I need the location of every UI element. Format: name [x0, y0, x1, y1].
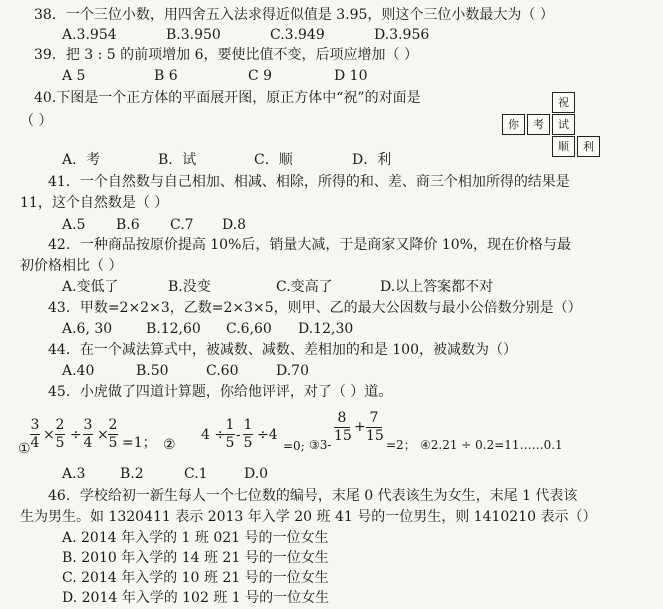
calc4-expression: ④2.21 ÷ 0.2=11……0.1	[420, 438, 563, 452]
calc2-lead: 4 ÷	[201, 427, 227, 443]
net-cell-li: 利	[577, 136, 600, 157]
q45-option-d: D.0	[244, 466, 269, 482]
q42-stem-line1: 42．一种商品按原价提高 10%后，销量大减，于是商家又降价 10%，现在价格与最	[48, 237, 571, 253]
q39-option-b: B 6	[154, 68, 178, 84]
q41-stem-line2: 11，这个自然数是（ ）	[20, 195, 169, 211]
calc2-tail: ÷4	[257, 427, 278, 443]
q45-options	[62, 465, 268, 483]
q44-options	[62, 362, 309, 380]
cube-net-figure	[502, 92, 602, 156]
calc2-frac1: 1 5	[225, 417, 235, 451]
calc1-result: =1；	[122, 435, 157, 451]
q45-option-b: B.2	[120, 466, 144, 482]
q44-option-d: D.70	[276, 363, 309, 379]
q41-stem-line1: 41．一个自然数与自己相加、相减、相除，所得的和、差、商三个相加所得的结果是	[48, 174, 570, 190]
q42-option-d: D.以上答案都不对	[380, 279, 494, 295]
q43-stem: 43．甲数=2×2×3，乙数=2×3×5，则甲、乙的最大公因数与最小公倍数分别是（）	[48, 300, 582, 316]
q43-option-b: B.12,60	[146, 321, 201, 337]
calc2-marker: ②	[163, 437, 176, 453]
calc1-op3: ×	[97, 427, 109, 443]
q43-option-c: C.6,60	[226, 321, 272, 337]
q42-option-c: C.变高了	[276, 279, 333, 295]
calc3-marker: ③3-	[309, 438, 332, 452]
q42-options	[62, 278, 493, 296]
q39-option-a: A 5	[62, 68, 86, 84]
q42-option-b: B.没变	[168, 279, 211, 295]
q38-options	[62, 26, 429, 44]
calc2-op1: -	[236, 427, 241, 443]
calc1-marker: ①	[18, 441, 31, 457]
q40-answer-paren: （ ）	[20, 113, 53, 129]
calc3-result: =2；	[386, 438, 416, 452]
calc1-frac4: 2 5	[108, 417, 118, 451]
net-cell-kao: 考	[527, 114, 550, 135]
calc3-frac2: 7 15	[366, 410, 384, 444]
q40-option-c: C．顺	[254, 152, 293, 168]
q41-options	[62, 216, 246, 234]
q46-stem-line1: 46．学校给初一新生每人一个七位数的编号，末尾 0 代表该生为女生，末尾 1 代表该	[48, 488, 578, 504]
net-cell-zhu: 祝	[552, 92, 575, 113]
q41-option-d: D.8	[222, 217, 247, 233]
q46-option-c: C. 2014 年入学的 10 班 21 号的一位女生	[62, 570, 329, 586]
q46-option-b: B. 2010 年入学的 14 班 21 号的一位女生	[62, 550, 329, 566]
q41-option-c: C.7	[170, 217, 194, 233]
calc2-result: =0;	[283, 439, 305, 453]
calc1-op1: ×	[43, 427, 55, 443]
q38-option-a: A.3.954	[62, 27, 117, 43]
q39-option-d: D 10	[334, 68, 368, 84]
q41-option-a: A.5	[62, 217, 86, 233]
calc1-frac2: 2 5	[55, 417, 65, 451]
q40-options	[62, 151, 391, 169]
q44-option-b: B.50	[136, 363, 169, 379]
q40-option-a: A．考	[62, 152, 101, 168]
q42-stem-line2: 初价格相比（ ）	[20, 258, 123, 274]
q43-option-a: A.6, 30	[62, 321, 113, 337]
net-cell-shi: 试	[552, 114, 575, 135]
net-cell-shun: 顺	[552, 136, 575, 157]
q44-option-c: C.60	[206, 363, 239, 379]
q38-option-b: B.3.950	[166, 27, 221, 43]
q46-option-d: D. 2014 年入学的 102 班 1 号的一位女生	[62, 590, 330, 606]
q44-stem: 44．在一个减法算式中，被减数、减数、差相加的和是 100，被减数为（）	[48, 342, 517, 358]
q44-option-a: A.40	[62, 363, 95, 379]
q45-option-c: C.1	[184, 466, 208, 482]
calc3-frac1: 8 15	[334, 410, 352, 444]
q38-stem: 38．一个三位小数，用四舍五入法求得近似值是 3.95，则这个三位小数最大为（ ）	[34, 7, 554, 23]
q42-option-a: A.变低了	[62, 279, 119, 295]
q45-stem: 45．小虎做了四道计算题，你给他评评，对了（ ）道。	[48, 384, 393, 400]
calc1-frac1: 3 4	[30, 417, 40, 451]
q38-option-d: D.3.956	[374, 27, 430, 43]
q45-option-a: A.3	[62, 466, 86, 482]
calc1-frac3: 3 4	[83, 417, 93, 451]
q41-option-b: B.6	[116, 217, 140, 233]
q39-stem: 39．把 3 : 5 的前项增加 6，要使比值不变，后项应增加（ ）	[34, 47, 418, 63]
calc1-op2: ÷	[70, 427, 82, 443]
q46-stem-line2: 生为男生。如 1320411 表示 2013 年入学 20 班 41 号的一位男生，则 1410210 表示（）	[20, 509, 597, 525]
q43-option-d: D.12,30	[298, 321, 354, 337]
q40-option-d: D．利	[352, 152, 392, 168]
calc2-frac2: 1 5	[243, 417, 253, 451]
q40-stem: 40.下图是一个正方体的平面展开图，原正方体中“祝”的对面是	[34, 90, 421, 106]
net-cell-ni: 你	[502, 114, 525, 135]
q39-option-c: C 9	[248, 68, 273, 84]
q39-options	[62, 67, 368, 85]
q38-option-c: C.3.949	[270, 27, 325, 43]
q43-options	[62, 320, 353, 338]
calc3-op1: +	[354, 419, 366, 435]
q40-option-b: B．试	[158, 152, 197, 168]
q46-option-a: A. 2014 年入学的 1 班 021 号的一位女生	[62, 530, 329, 546]
